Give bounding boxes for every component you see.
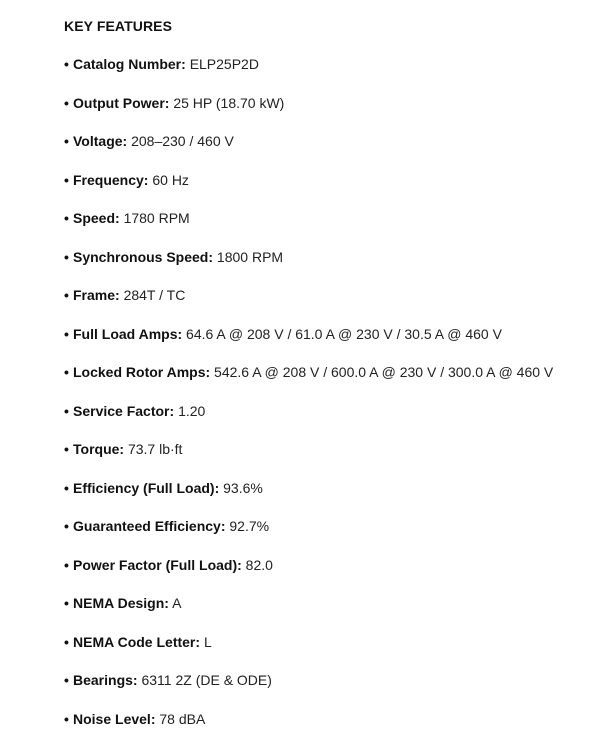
feature-item [64, 247, 594, 267]
feature-value: 82.0 [245, 556, 273, 573]
feature-value: 73.7 lb·ft [127, 441, 183, 457]
bullet: • [64, 672, 69, 688]
feature-item [64, 709, 594, 729]
feature-item [64, 439, 594, 459]
bullet: • [64, 595, 69, 611]
feature-value: 64.6 A @ 208 V / 61.0 A @ 230 V / 30.5 A @ 460 V [186, 325, 502, 342]
feature-label: NEMA Code Letter: [73, 633, 201, 650]
feature-item [64, 208, 594, 228]
bullet: • [64, 479, 69, 496]
feature-value: 1780 RPM [123, 210, 190, 226]
feature-item [64, 285, 594, 305]
feature-item [64, 170, 594, 190]
feature-label: NEMA Design: [73, 595, 169, 611]
feature-value: A [172, 595, 182, 611]
bullet: • [64, 287, 69, 303]
feature-item [64, 54, 594, 74]
feature-label: Speed: [73, 210, 120, 226]
feature-label: Locked Rotor Amps: [73, 364, 211, 380]
feature-label: Torque: [73, 441, 125, 457]
feature-value: 1800 RPM [216, 248, 284, 265]
feature-label: Guaranteed Efficiency: [73, 518, 226, 534]
feature-label: Full Load Amps: [73, 325, 183, 342]
feature-value: 284T / TC [123, 287, 186, 303]
bullet: • [64, 633, 69, 650]
feature-value: L [203, 633, 212, 650]
bullet: • [64, 364, 69, 380]
feature-value: 60 Hz [152, 171, 189, 188]
feature-item [64, 516, 594, 536]
feature-list [64, 54, 594, 729]
feature-value: 25 HP (18.70 kW) [173, 94, 285, 111]
feature-item [64, 670, 594, 690]
feature-value: 93.6% [223, 479, 263, 496]
feature-item [64, 93, 594, 113]
feature-item [64, 478, 594, 498]
feature-item [64, 593, 594, 613]
feature-item [64, 555, 594, 575]
bullet: • [64, 248, 69, 265]
feature-label: Noise Level: [73, 710, 156, 727]
bullet: • [64, 441, 69, 457]
feature-value: ELP25P2D [189, 56, 259, 72]
feature-label: Output Power: [73, 94, 170, 111]
bullet: • [64, 133, 69, 149]
feature-label: Bearings: [73, 672, 138, 688]
bullet: • [64, 710, 69, 727]
feature-label: Service Factor: [73, 402, 175, 419]
bullet: • [64, 210, 69, 226]
bullet: • [64, 556, 69, 573]
feature-label: Frequency: [73, 171, 149, 188]
key-features-section [64, 16, 594, 747]
feature-label: Synchronous Speed: [73, 248, 214, 265]
feature-value: 1.20 [178, 402, 206, 419]
feature-label: Voltage: [73, 133, 128, 149]
feature-value: 78 dBA [159, 710, 206, 727]
feature-item [64, 131, 594, 151]
bullet: • [64, 325, 69, 342]
bullet: • [64, 518, 69, 534]
feature-value: 6311 2Z (DE & ODE) [141, 672, 272, 688]
bullet: • [64, 94, 69, 111]
feature-label: Frame: [73, 287, 120, 303]
feature-item [64, 324, 594, 344]
feature-label: Efficiency (Full Load): [73, 479, 220, 496]
feature-item [64, 362, 594, 382]
feature-label: Catalog Number: [73, 56, 186, 72]
feature-item [64, 632, 594, 652]
bullet: • [64, 56, 69, 72]
feature-value: 92.7% [229, 518, 270, 534]
feature-value: 542.6 A @ 208 V / 600.0 A @ 230 V / 300.0 A @ 460 V [214, 364, 554, 380]
feature-label: Power Factor (Full Load): [73, 556, 242, 573]
feature-item [64, 401, 594, 421]
bullet: • [64, 171, 69, 188]
feature-value: 208–230 / 460 V [131, 133, 234, 149]
bullet: • [64, 402, 69, 419]
section-heading: KEY FEATURES [64, 18, 173, 34]
